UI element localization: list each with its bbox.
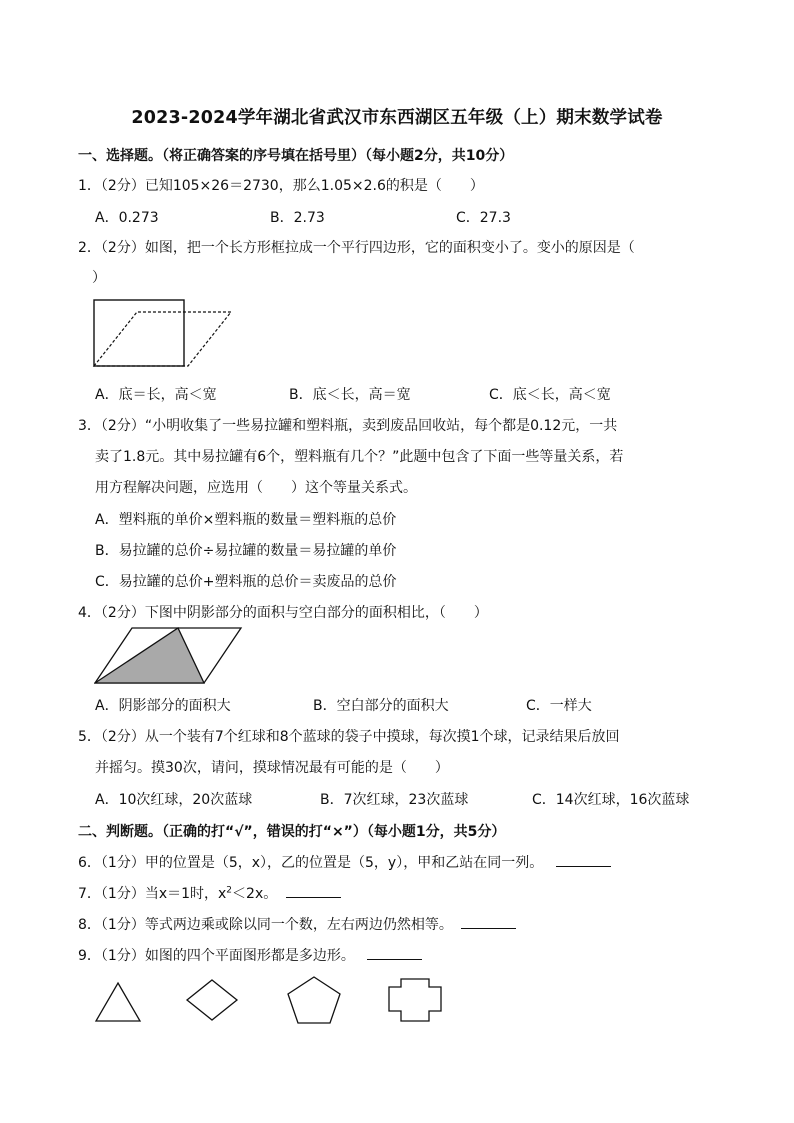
question-3-stem-line-2: 卖了1.8元。其中易拉罐有6个，塑料瓶有几个？”此题中包含了下面一些等量关系，若 (95, 449, 624, 465)
rectangle-parallelogram-figure (92, 298, 237, 370)
question-2-option-c: C．底＜长，高＜宽 (489, 387, 611, 403)
question-2-stem-line-2: ） (92, 270, 106, 286)
question-9-text: 9．（1分）如图的四个平面图形都是多边形。 (78, 948, 355, 964)
question-3-stem-line-3: 用方程解决问题，应选用（ ）这个等量关系式。 (95, 480, 417, 496)
question-3-option-b: B．易拉罐的总价÷易拉罐的数量＝易拉罐的单价 (95, 543, 397, 559)
question-8-answer-blank[interactable] (461, 914, 516, 929)
question-7-stem (78, 883, 341, 903)
question-9-answer-blank[interactable] (367, 945, 422, 960)
rectangle-frame (94, 300, 184, 366)
question-2-option-b: B．底＜长，高＝宽 (289, 387, 411, 403)
parallelogram-frame (94, 312, 231, 366)
question-9-stem (78, 945, 422, 965)
section-1-heading: 一、选择题。（将正确答案的序号填在括号里）（每小题2分，共10分） (78, 148, 514, 164)
question-7-answer-blank[interactable] (286, 883, 341, 898)
question-7-text-a: 7．（1分）当x＝1时，x (78, 886, 227, 902)
question-7-text-b: ＜2x。 (232, 886, 278, 902)
question-6-text: 6．（1分）甲的位置是（5，x），乙的位置是（5，y），甲和乙站在同一列。 (78, 855, 544, 871)
diamond-shape (185, 978, 239, 1022)
question-1-option-b: B．2.73 (270, 210, 325, 226)
question-4-option-a: A．阴影部分的面积大 (95, 698, 231, 714)
shaded-parallelogram-figure (94, 626, 244, 686)
question-8-stem (78, 914, 516, 934)
question-5-stem-line-2: 并摇匀。摸30次，请问，摸球情况最有可能的是（ ） (95, 760, 449, 776)
question-6-answer-blank[interactable] (556, 852, 611, 867)
question-4-option-b: B．空白部分的面积大 (313, 698, 449, 714)
question-1-option-c: C．27.3 (456, 210, 511, 226)
question-1-stem: 1．（2分）已知105×26＝2730，那么1.05×2.6的积是（ ） (78, 178, 484, 194)
question-3-stem-line-1: 3．（2分）“小明收集了一些易拉罐和塑料瓶，卖到废品回收站，每个都是0.12元，一共 (78, 418, 618, 434)
question-1-option-a: A．0.273 (95, 210, 159, 226)
question-5-option-c: C．14次红球，16次蓝球 (532, 792, 690, 808)
question-5-option-a: A．10次红球，20次蓝球 (95, 792, 253, 808)
pentagon-shape (286, 975, 342, 1025)
question-6-stem (78, 852, 611, 872)
question-3-option-c: C．易拉罐的总价+塑料瓶的总价＝卖废品的总价 (95, 574, 397, 590)
question-4-stem: 4．（2分）下图中阴影部分的面积与空白部分的面积相比，（ ） (78, 605, 488, 621)
section-2-heading: 二、判断题。（正确的打“√”，错误的打“×”）（每小题1分，共5分） (78, 824, 506, 840)
question-2-option-a: A．底＝长，高＜宽 (95, 387, 217, 403)
exam-title: 2023-2024学年湖北省武汉市东西湖区五年级（上）期末数学试卷 (131, 108, 663, 128)
question-5-stem-line-1: 5．（2分）从一个装有7个红球和8个蓝球的袋子中摸球，每次摸1个球，记录结果后放回 (78, 729, 620, 745)
question-8-text: 8．（1分）等式两边乘或除以同一个数，左右两边仍然相等。 (78, 917, 453, 933)
question-7-exponent: 2 (226, 885, 233, 896)
question-3-option-a: A．塑料瓶的单价×塑料瓶的数量＝塑料瓶的总价 (95, 512, 397, 528)
question-2-stem-line-1: 2．（2分）如图，把一个长方形框拉成一个平行四边形，它的面积变小了。变小的原因是（ (78, 240, 635, 256)
cross-shape (387, 977, 443, 1023)
question-5-option-b: B．7次红球，23次蓝球 (320, 792, 469, 808)
question-4-option-c: C．一样大 (526, 698, 592, 714)
triangle-shape (94, 981, 142, 1023)
